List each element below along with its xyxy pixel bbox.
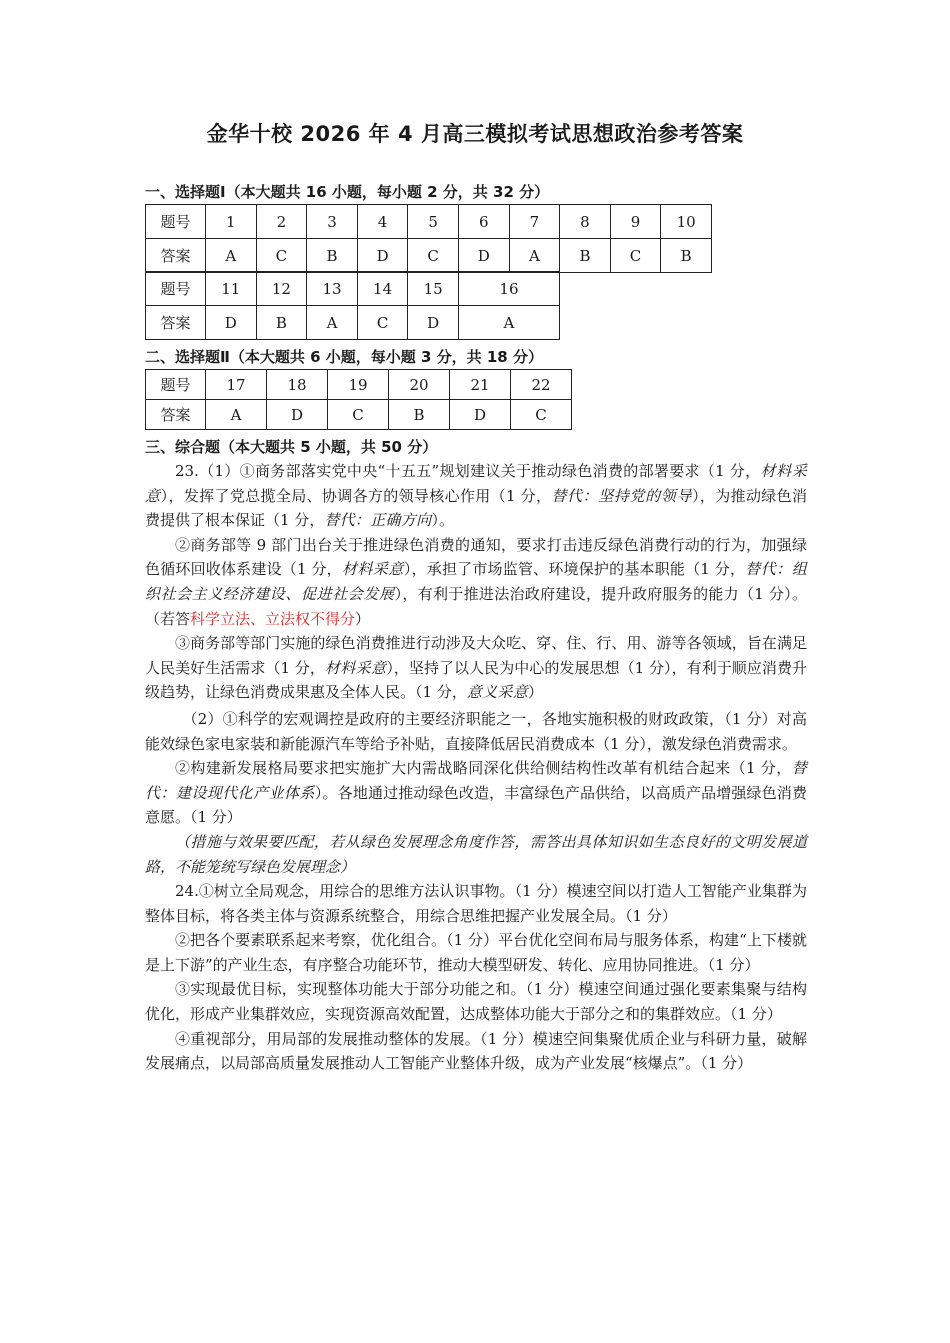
answer-cell: D [357, 239, 408, 273]
question-number: 21 [450, 370, 511, 400]
section2-table [145, 369, 572, 430]
scoring-remark: （措施与效果要匹配，若从绿色发展理念角度作答，需答出具体知识如生态良好的文明发展道路，不能笼统写绿色发展理念） [145, 832, 807, 876]
scoring-note: 材料采意 [145, 462, 807, 505]
row-label: 题号 [146, 205, 206, 239]
answer-paragraph: 24.①树立全局观念，用综合的思维方法认识事物。（1 分）模速空间以打造人工智能产业集群为整体目标，将各类主体与资源系统整合，用综合思维把握产业发展全局。（1 分） [145, 882, 807, 925]
question-number: 1 [206, 205, 257, 239]
question-number: 8 [560, 205, 611, 239]
answer-text: ），发挥了党总揽全局、协调各方的领导核心作用（1 分， [160, 486, 552, 505]
question-number: 18 [267, 370, 328, 400]
section1-table-part2 [145, 271, 560, 340]
document-title: 金华十校 2026 年 4 月高三模拟考试思想政治参考答案 [206, 122, 744, 146]
question-number: 11 [206, 272, 257, 306]
answer-cell: A [458, 306, 559, 340]
answer-text: ）。各地通过推动绿色改造，丰富绿色产品供给，以高质产品增强绿色消费意愿。（1 分） [145, 783, 807, 827]
answer-cell: C [328, 400, 389, 430]
scoring-note: 替代：坚持党的领导 [551, 486, 693, 505]
answer-cell: D [206, 306, 257, 340]
question-number: 4 [357, 205, 408, 239]
question-number: 13 [307, 272, 358, 306]
answer-text: ），为推动绿色消费提供了根本保证（1 分， [145, 486, 807, 530]
row-label: 答案 [146, 239, 206, 273]
row-label: 题号 [146, 272, 206, 306]
answer-text: ②商务部等 9 部门出台关于推进绿色消费的通知，要求打击违反绿色消费行动的行为，加强绿色循环回收体系建设（1 分， [145, 535, 807, 579]
answer-paragraph [145, 631, 807, 705]
scoring-note: 替代：正确方向 [324, 511, 432, 530]
table-row [146, 306, 560, 340]
section3-heading: 三、综合题（本大题共 5 小题，共 50 分） [145, 438, 438, 456]
answer-cell: A [206, 239, 257, 273]
answer-cell: A [307, 306, 358, 340]
answer-cell: D [408, 306, 459, 340]
answer-paragraph: ②把各个要素联系起来考察，优化组合。（1 分）平台优化空间布局与服务体系，构建“上下楼就是上下游”的产业生态，有序整合功能环节，推动大模型研发、转化、应用协同推进。（1 分） [145, 931, 807, 974]
question-number: 22 [511, 370, 572, 400]
question-number: 15 [408, 272, 459, 306]
question-number: 14 [357, 272, 408, 306]
table-row [146, 205, 712, 239]
scoring-note: 意义采意 [466, 683, 529, 702]
answer-text: 23.（1）①商务部落实党中央“十五五”规划建议关于推动绿色消费的部署要求（1 分， [175, 462, 761, 480]
table-row [146, 370, 572, 400]
question-number: 7 [509, 205, 560, 239]
answer-text: ），承担了市场监管、环境保护的基本职能（1 分， [403, 560, 746, 579]
answer-cell: B [661, 239, 712, 273]
answer-cell: B [256, 306, 307, 340]
answer-paragraph: （2）①科学的宏观调控是政府的主要经济职能之一，各地实施积极的财政政策，（1 分）对高能效绿色家电家装和新能源汽车等给予补贴，直接降低居民消费成本（1 分），激发绿色消费需求。 [145, 709, 807, 753]
answer-text: ②构建新发展格局要求把实施扩大内需战略同深化供给侧结构性改革有机结合起来（1 分， [175, 759, 792, 778]
red-scoring-note: 科学立法、立法权不得分 [190, 609, 356, 628]
answer-text: ③商务部等部门实施的绿色消费推进行动涉及大众吃、穿、住、行、用、游等各领域，旨在满足人民美好生活需求（1 分， [145, 634, 807, 677]
answer-cell: B [560, 239, 611, 273]
question-number: 2 [256, 205, 307, 239]
answer-paragraph [145, 533, 807, 631]
section3-answers [145, 459, 807, 1076]
section1-table-part1 [145, 204, 712, 273]
question-number: 9 [610, 205, 661, 239]
answer-cell: C [357, 306, 408, 340]
question-number: 12 [256, 272, 307, 306]
answer-cell: C [408, 239, 459, 273]
question-number: 16 [458, 272, 559, 306]
question-number: 6 [458, 205, 509, 239]
scoring-note: 材料采意 [324, 658, 387, 677]
table-row [146, 239, 712, 273]
question-number: 10 [661, 205, 712, 239]
answer-text: ），有利于推进法治政府建设，提升政府服务的能力（1 分）。（若答 [145, 584, 807, 628]
answer-cell: C [610, 239, 661, 273]
question-number: 5 [408, 205, 459, 239]
answer-paragraph: ④重视部分，用局部的发展推动整体的发展。（1 分）模速空间集聚优质企业与科研力量，破解发展痛点，以局部高质量发展推动人工智能产业整体升级，成为产业发展“核爆点”。（1 分） [145, 1029, 807, 1073]
answer-cell: A [509, 239, 560, 273]
answer-cell: C [256, 239, 307, 273]
answer-paragraph: ③实现最优目标，实现整体功能大于部分功能之和。（1 分）模速空间通过强化要素集聚与结构优化，形成产业集群效应，实现资源高效配置，达成整体功能大于部分之和的集群效应。（1 分） [145, 980, 807, 1024]
scoring-note: 材料采意 [341, 560, 404, 579]
answer-text: ）。 [431, 511, 454, 530]
answer-paragraph [145, 459, 807, 533]
answer-text: ） [355, 609, 371, 628]
question-number: 17 [206, 370, 267, 400]
row-label: 题号 [146, 370, 206, 400]
answer-text: ） [528, 683, 544, 702]
question-number: 3 [307, 205, 358, 239]
question-number: 19 [328, 370, 389, 400]
scoring-note: 替代：建设现代化产业体系 [145, 759, 807, 802]
answer-cell: C [511, 400, 572, 430]
answer-cell: D [458, 239, 509, 273]
answer-cell: B [307, 239, 358, 273]
scoring-note: 替代：组织社会主义经济建设、促进社会发展 [145, 560, 807, 603]
table-row [146, 272, 560, 306]
question-number: 20 [389, 370, 450, 400]
answer-cell: D [450, 400, 511, 430]
row-label: 答案 [146, 306, 206, 340]
row-label: 答案 [146, 400, 206, 430]
answer-paragraph [145, 756, 807, 830]
section1-heading: 一、选择题Ⅰ（本大题共 16 小题，每小题 2 分，共 32 分） [145, 183, 550, 201]
answer-cell: D [267, 400, 328, 430]
answer-text: ），坚持了以人民为中心的发展思想（1 分），有利于顺应消费升级趋势，让绿色消费成果惠及全体人民。（1 分， [145, 658, 807, 702]
section2-heading: 二、选择题Ⅱ（本大题共 6 小题，每小题 3 分，共 18 分） [145, 348, 543, 366]
table-row [146, 400, 572, 430]
answer-cell: B [389, 400, 450, 430]
answer-cell: A [206, 400, 267, 430]
